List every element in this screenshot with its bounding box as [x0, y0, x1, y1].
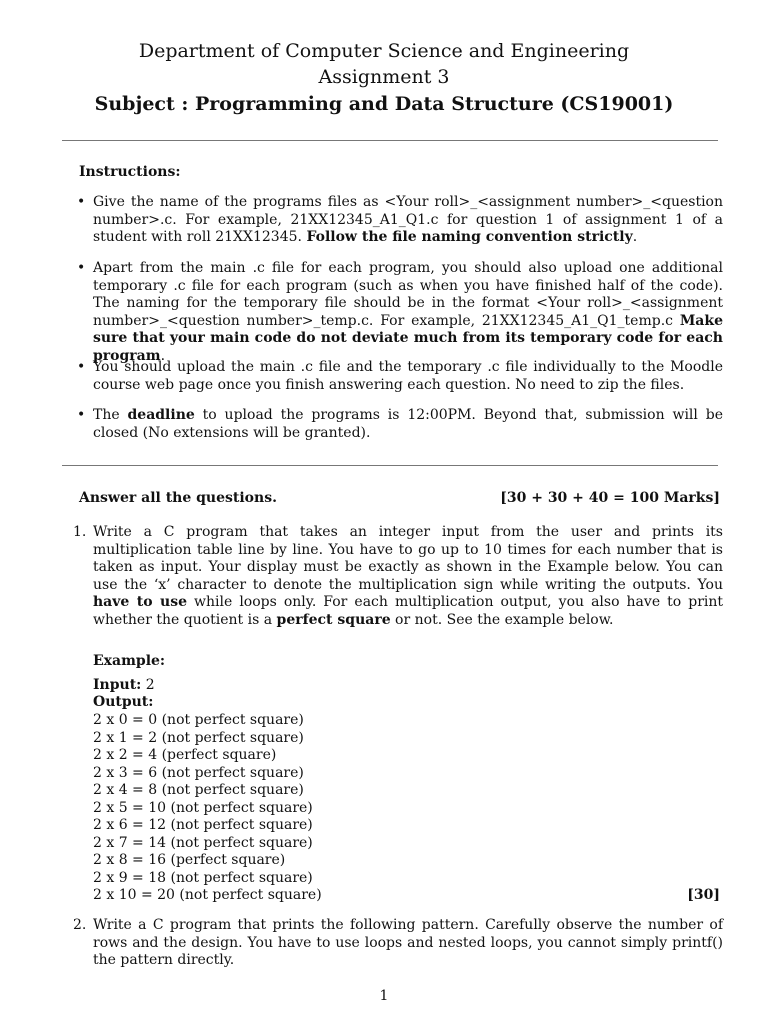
- output-line: 2 x 6 = 12 (not perfect square): [93, 817, 313, 833]
- output-line: 2 x 5 = 10 (not perfect square): [93, 799, 313, 816]
- example-input: [93, 677, 155, 695]
- question-1-text: [93, 524, 723, 629]
- instruction-item-2: [93, 260, 723, 365]
- bullet-icon: •: [77, 407, 86, 423]
- instruction-4-text: to upload the programs is 12:00PM. Beyond that, submission will be closed (No extensions will be granted).: [93, 407, 723, 441]
- instruction-item-4: [93, 407, 723, 442]
- top-divider: [62, 140, 718, 141]
- instruction-2-text: Apart from the main .c file for each program, you should also upload one additional temporary .c file for each program (such as when you have finished half of the code). The naming for the temporary file should be in the format <Your roll>_<assignment number>_<question number>_temp.c. For example, 21XX12345_A1_Q1_temp.c: [93, 260, 723, 329]
- output-line: 2 x 3 = 6 (not perfect square): [93, 764, 304, 781]
- instruction-2-tail: .: [160, 347, 166, 364]
- instruction-1-tail: .: [632, 229, 638, 245]
- output-line: 2 x 10 = 20 (not perfect square): [93, 887, 322, 903]
- bullet-icon: •: [77, 194, 86, 210]
- output-line: 2 x 0 = 0 (not perfect square): [93, 712, 304, 728]
- q1-text-part-3: or not. See the example below.: [390, 611, 614, 628]
- department-name: Department of Computer Science and Engineering: [138, 40, 630, 62]
- output-line: 2 x 1 = 2 (not perfect square): [93, 729, 304, 746]
- instruction-1-text: Give the name of the programs files as <Your roll>_<assignment number>_<question number>.c. For example, 21XX12345_A1_Q1.c for question 1 of assignment 1 of a student with roll 21XX12345.: [93, 194, 723, 245]
- instruction-4-bold: deadline: [127, 407, 195, 423]
- bullet-icon: •: [77, 260, 86, 276]
- instruction-item-3: [93, 359, 723, 394]
- output-label: Output:: [93, 694, 154, 710]
- example-label: Example:: [93, 653, 166, 669]
- output-line: 2 x 7 = 14 (not perfect square): [93, 834, 313, 851]
- output-line: 2 x 9 = 18 (not perfect square): [93, 869, 313, 886]
- q1-text-part-2: while loops only. For each multiplication output, you also have to print whether the quotient is a: [93, 594, 724, 628]
- subject-title: Subject : Programming and Data Structure (CS19001): [94, 93, 674, 115]
- instruction-item-1: [93, 194, 723, 247]
- q1-text-part-1: Write a C program that takes an integer input from the user and prints its multiplication table line by line. You have to go up to 10 times for each number that is taken as input. Your display must be exactly as shown in the Example below. You can use the ‘x’ character to denote the multiplication sign while writing the outputs. You: [93, 524, 723, 593]
- output-line: 2 x 4 = 8 (not perfect square): [93, 782, 304, 798]
- page-number: 1: [379, 988, 389, 1004]
- question-2-number: 2.: [73, 917, 87, 933]
- answer-all-heading: Answer all the questions.: [79, 490, 277, 506]
- instruction-1-bold: Follow the file naming convention strictly: [306, 229, 633, 245]
- question-2-text: Write a C program that prints the following pattern. Carefully observe the number of rows and the design. You have to use loops and nested loops, you cannot simply printf() the pattern directly.: [93, 917, 723, 968]
- output-line: 2 x 2 = 4 (perfect square): [93, 747, 277, 763]
- input-label: Input:: [93, 677, 142, 693]
- output-line: 2 x 8 = 16 (perfect square): [93, 852, 286, 868]
- bullet-icon: •: [77, 359, 86, 375]
- middle-divider: [62, 465, 718, 466]
- instruction-2-bold: Make sure that your main code do not deviate much from its temporary code for each program: [93, 312, 723, 364]
- instruction-3-text: You should upload the main .c file and the temporary .c file individually to the Moodle course web page once you finish answering each question. No need to zip the files.: [93, 359, 723, 393]
- instructions-heading: Instructions:: [79, 164, 181, 180]
- question-1-number: 1.: [73, 524, 87, 540]
- instruction-4-pre: The: [93, 407, 128, 423]
- total-marks: [30 + 30 + 40 = 100 Marks]: [500, 490, 720, 506]
- q1-bold-perfect-square: perfect square: [276, 611, 391, 628]
- input-value: 2: [141, 677, 155, 693]
- assignment-title: Assignment 3: [318, 66, 450, 88]
- question-1-marks: [30]: [687, 887, 720, 903]
- q1-bold-have-to-use: have to use: [93, 594, 187, 610]
